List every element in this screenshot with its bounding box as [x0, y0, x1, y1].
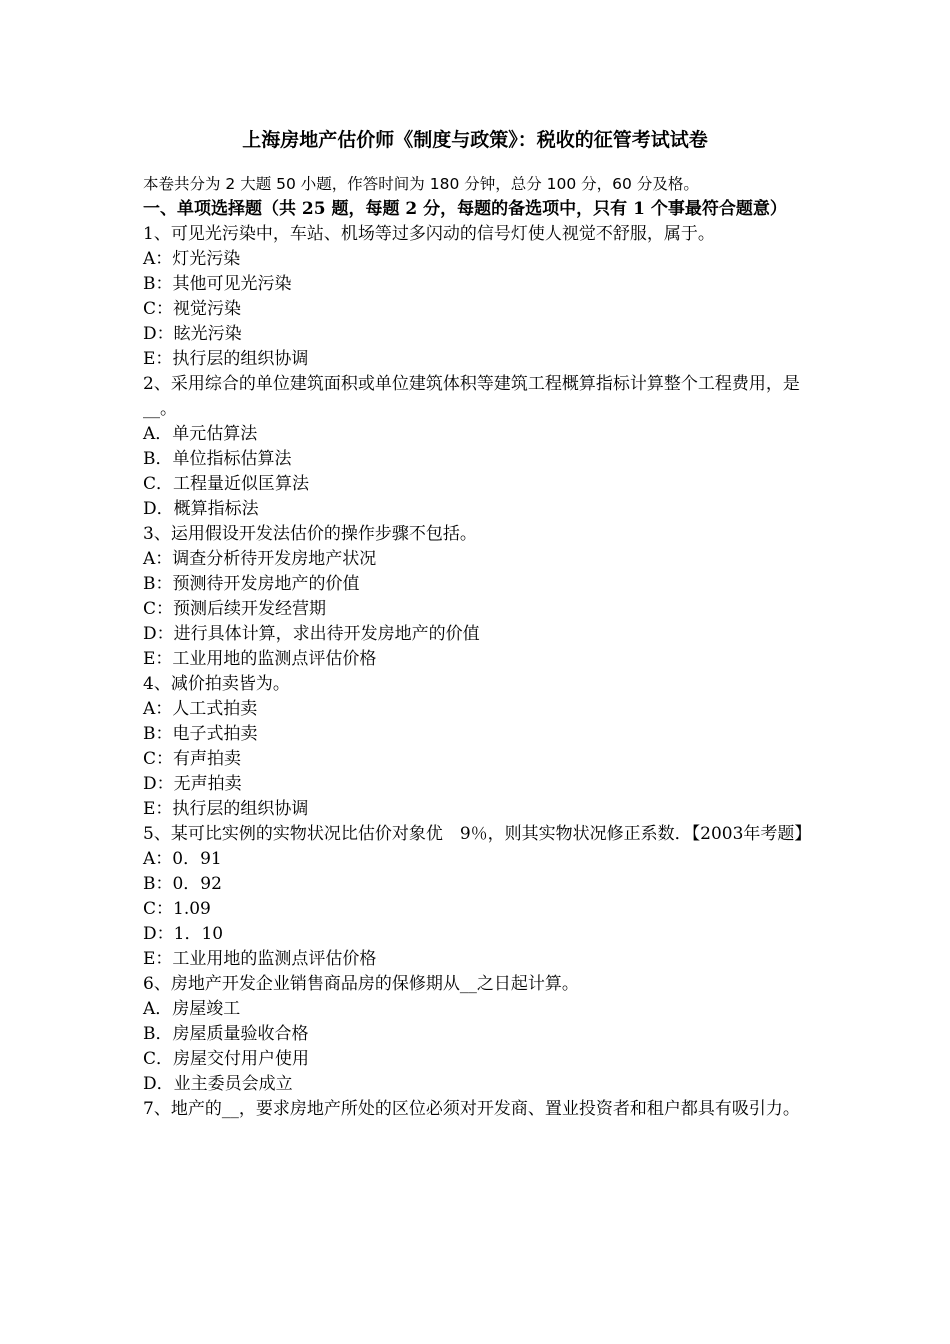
question-stem: 7、地产的__，要求房地产所处的区位必须对开发商、置业投资者和租户都具有吸引力。 [143, 1099, 800, 1119]
question-option: C：预测后续开发经营期 [143, 599, 327, 619]
question-option: D：进行具体计算，求出待开发房地产的价值 [143, 624, 480, 644]
question-option: A．单元估算法 [143, 424, 258, 444]
question-stem: 4、减价拍卖皆为。 [143, 674, 290, 694]
question-option: D：1．10 [143, 924, 224, 944]
document-title: 上海房地产估价师《制度与政策》：税收的征管考试试卷 [242, 129, 708, 151]
question-option: D．概算指标法 [143, 499, 259, 519]
question-option: C．工程量近似匡算法 [143, 474, 310, 494]
question-option: A：灯光污染 [143, 249, 241, 269]
question-option: A．房屋竣工 [143, 999, 241, 1019]
question-option: D．业主委员会成立 [143, 1074, 293, 1094]
question-option: C：视觉污染 [143, 299, 242, 319]
question-stem: 2、采用综合的单位建筑面积或单位建筑体积等建筑工程概算指标计算整个工程费用，是__。 [143, 374, 800, 419]
question-option: C：有声拍卖 [143, 749, 242, 769]
question-stem: 3、运用假设开发法估价的操作步骤不包括。 [143, 524, 477, 544]
document-body [143, 172, 812, 1122]
question-option: C：1.09 [143, 899, 211, 919]
question-option: B．房屋质量验收合格 [143, 1024, 309, 1044]
question-option: D：眩光污染 [143, 324, 242, 344]
question-stem: 6、房地产开发企业销售商品房的保修期从__之日起计算。 [143, 974, 579, 994]
question-option: B：预测待开发房地产的价值 [143, 574, 360, 594]
question-option: A：0．91 [143, 849, 222, 869]
question-option: E：工业用地的监测点评估价格 [143, 949, 377, 969]
question-option: A：调查分析待开发房地产状况 [143, 549, 377, 569]
question-stem: 1、可见光污染中，车站、机场等过多闪动的信号灯使人视觉不舒服，属于。 [143, 224, 715, 244]
question-option: C．房屋交付用户使用 [143, 1049, 310, 1069]
question-option: B：电子式拍卖 [143, 724, 258, 744]
question-option: B：其他可见光污染 [143, 274, 292, 294]
question-option: E：执行层的组织协调 [143, 349, 309, 369]
question-option: B．单位指标估算法 [143, 449, 292, 469]
section-heading: 一、单项选择题（共 25 题，每题 2 分，每题的备选项中，只有 1 个事最符合题意） [143, 199, 787, 219]
question-option: E：工业用地的监测点评估价格 [143, 649, 377, 669]
question-option: A：人工式拍卖 [143, 699, 258, 719]
question-stem: 5、某可比实例的实物状况比估价对象优 9％，则其实物状况修正系数．【2003年考题】 [143, 824, 812, 844]
exam-intro: 本卷共分为 2 大题 50 小题，作答时间为 180 分钟，总分 100 分，60 分及格。 [143, 175, 699, 193]
question-option: B：0．92 [143, 874, 222, 894]
question-option: D：无声拍卖 [143, 774, 242, 794]
question-option: E：执行层的组织协调 [143, 799, 309, 819]
